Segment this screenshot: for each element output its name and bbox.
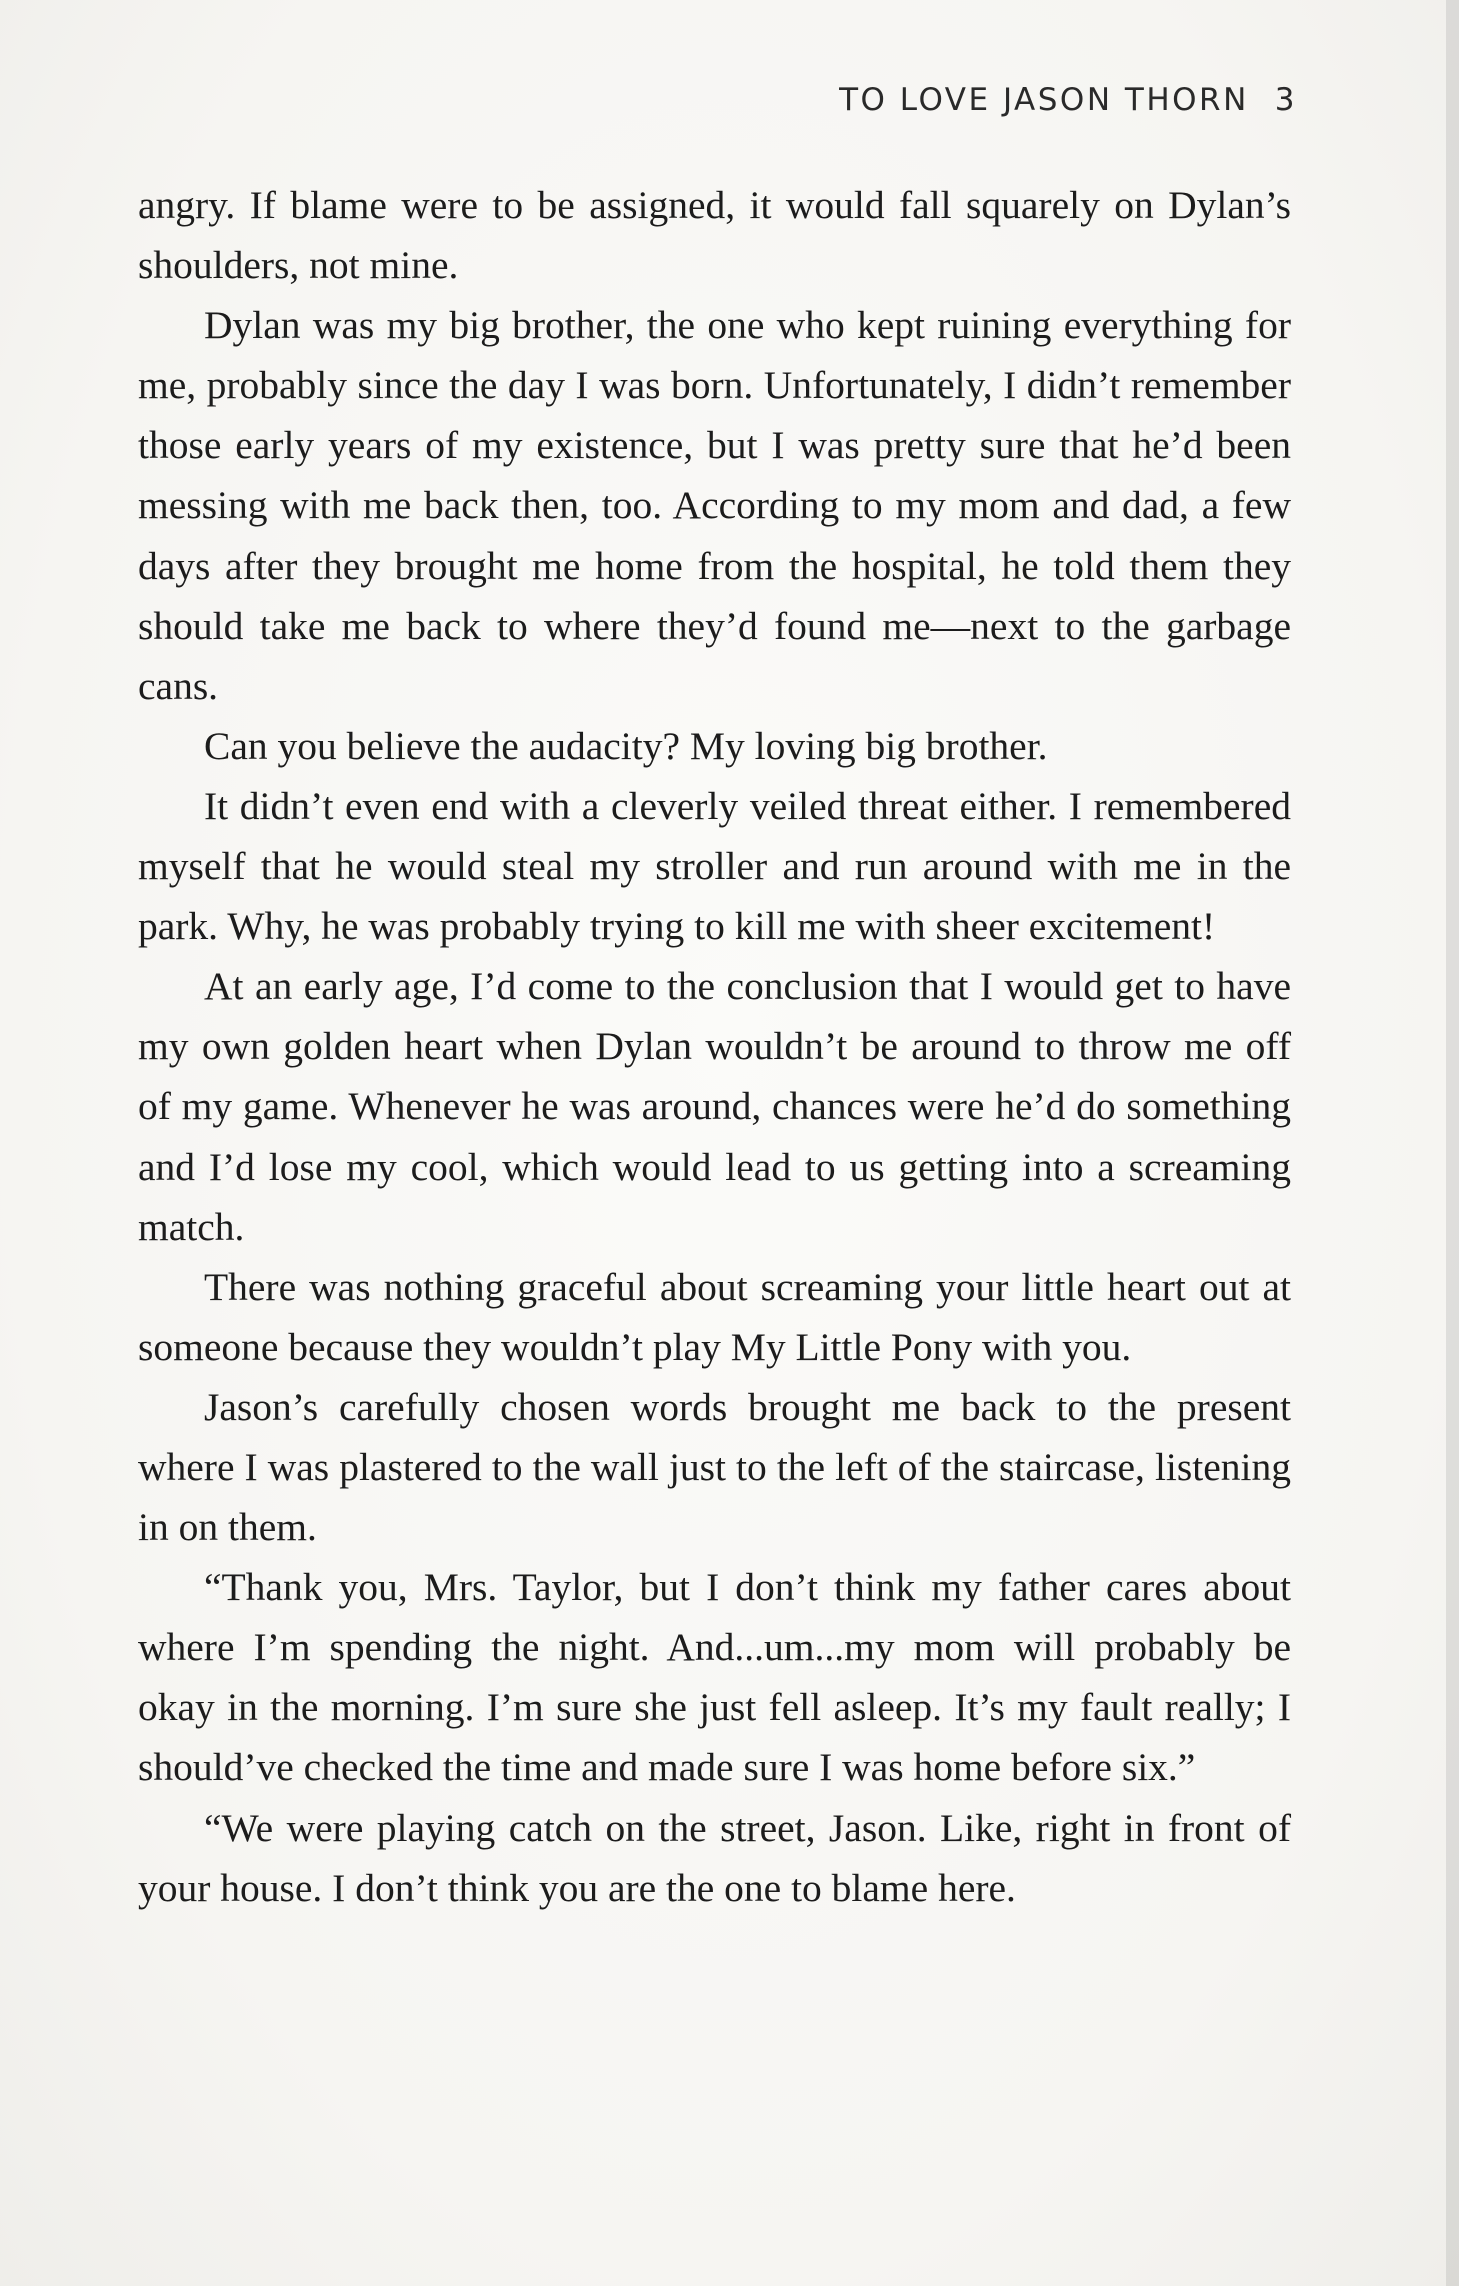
running-header [839, 82, 1297, 118]
paragraph: “Thank you, Mrs. Taylor, but I don’t think my father cares about where I’m spending the night. And...um...my mom will probably be okay in the morning. I’m sure she just fell asleep. It’s my fault really; I should’ve checked the time and made sure I was home before six.” [138, 1565, 1291, 1790]
paragraph: It didn’t even end with a cleverly veiled threat either. I remembered myself that he would steal my stroller and run around with me in the park. Why, he was probably trying to kill me with sheer excitement! [138, 783, 1291, 949]
paragraph: angry. If blame were to be assigned, it would fall squarely on Dylan’s shoulders, not mine. [138, 183, 1291, 288]
paragraph: Jason’s carefully chosen words brought me back to the present where I was plastered to the wall just to the left of the staircase, listening in on them. [138, 1384, 1291, 1550]
paragraph: There was nothing graceful about screaming your little heart out at someone because they wouldn’t play My Little Pony with you. [138, 1264, 1291, 1369]
paragraph: Can you believe the audacity? My loving big brother. [204, 723, 1048, 768]
paragraph: Dylan was my big brother, the one who kept ruining everything for me, probably since the day I was born. Unfortunately, I didn’t remember those early years of my existence, but I was pretty sure that he’d been messing with me back then, too. According to my mom and dad, a few days after they brought me home from the hospital, he told them they should take me back to where they’d found me—next to the garbage cans. [138, 303, 1291, 708]
running-title: TO LOVE JASON THORN [839, 82, 1249, 118]
page-number: 3 [1274, 82, 1297, 118]
paragraph: “We were playing catch on the street, Jason. Like, right in front of your house. I don’t think you are the one to blame here. [138, 1805, 1291, 1910]
body-text [138, 175, 1291, 1918]
paragraph: At an early age, I’d come to the conclusion that I would get to have my own golden heart when Dylan wouldn’t be around to throw me off of my game. Whenever he was around, chances were he’d do something and I’d lose my cool, which would lead to us getting into a screaming match. [138, 964, 1291, 1249]
scan-edge-shadow [1446, 0, 1459, 2286]
